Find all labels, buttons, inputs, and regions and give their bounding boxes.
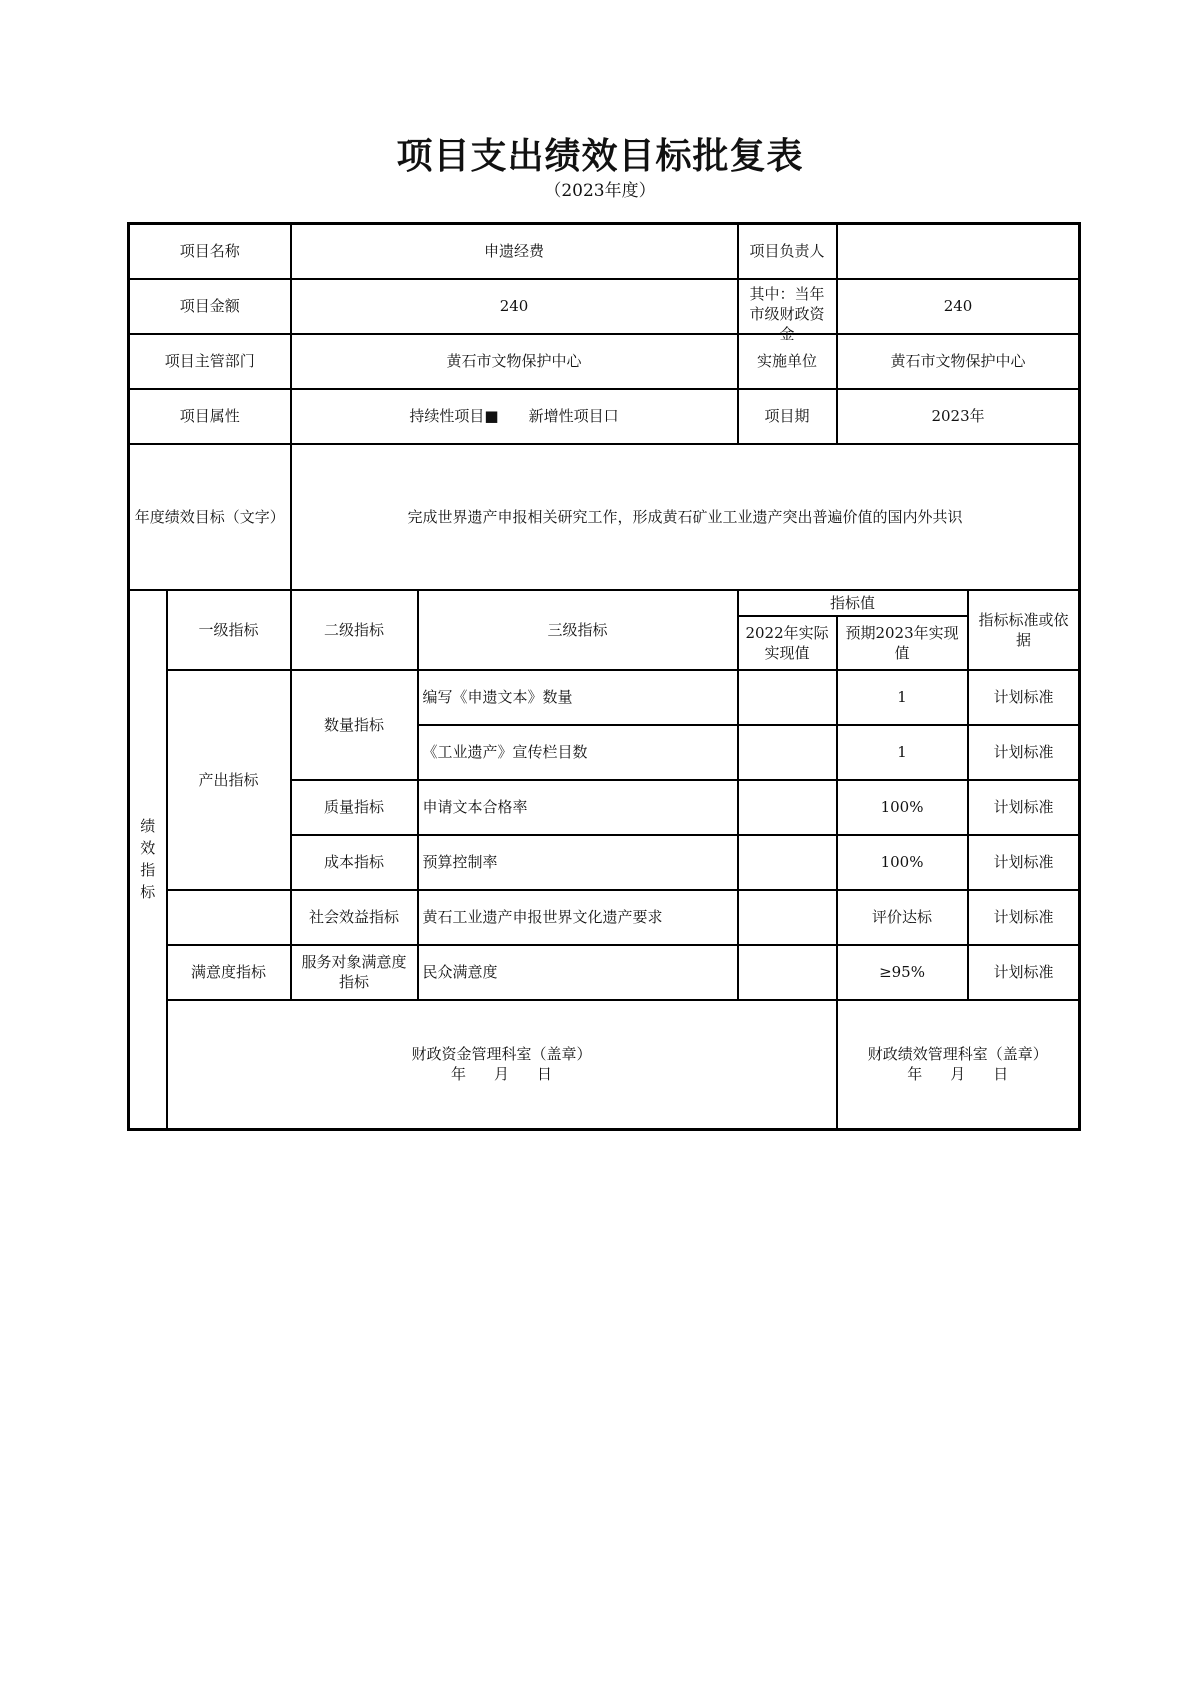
department-label: 项目主管部门 [129,334,291,389]
level3-cell: 预算控制率 [418,835,738,890]
level3-cell: 编写《申遗文本》数量 [418,670,738,725]
attribute-value: 持续性项目■ 新增性项目口 [291,389,738,444]
project-amount-label: 项目金额 [129,279,291,334]
group-benefit [167,890,291,945]
department-value: 黄石市文物保护中心 [291,334,738,389]
row-attribute [129,389,1080,444]
basis-cell: 计划标准 [968,890,1080,945]
actual-cell [738,670,837,725]
date-year: 年 [907,1065,923,1084]
date-day: 日 [993,1065,1009,1084]
period-value: 2023年 [837,389,1080,444]
annual-goal-label: 年度绩效目标（文字） [129,444,291,590]
level2-cell: 社会效益指标 [291,890,418,945]
level2-cell: 服务对象满意度指标 [291,945,418,1000]
row-annual-goal [129,444,1080,590]
signature-right-office: 财政绩效管理科室（盖章） [867,1045,1048,1064]
implementer-label: 实施单位 [738,334,837,389]
basis-cell: 计划标准 [968,670,1080,725]
header-basis: 指标标准或依据 [968,590,1080,670]
header-actual-2022: 2022年实际实现值 [738,616,837,670]
attribute-label: 项目属性 [129,389,291,444]
signature-right-date [842,1064,1075,1084]
project-owner-value [837,224,1080,279]
actual-cell [738,725,837,780]
row-project-amount [129,279,1080,334]
actual-cell [738,780,837,835]
basis-cell: 计划标准 [968,945,1080,1000]
page-title: 项目支出绩效目标批复表 [396,136,804,177]
header-level3: 三级指标 [418,590,738,670]
city-fund-label-text: 其中：当年市级财政资金 [749,285,825,343]
header-level1: 一级指标 [167,590,291,670]
period-label: 项目期 [738,389,837,444]
project-amount-value: 240 [291,279,738,334]
header-level2: 二级指标 [291,590,418,670]
row-department [129,334,1080,389]
section-char: 标 [140,883,156,902]
section-char: 效 [140,839,156,858]
level2-cell: 成本指标 [291,835,418,890]
level2-cell: 质量指标 [291,780,418,835]
expected-cell: ≥95% [837,945,968,1000]
date-month: 月 [950,1065,966,1084]
implementer-value: 黄石市文物保护中心 [837,334,1080,389]
page-subtitle: （2023年度） [544,181,656,201]
header-value-group: 指标值 [738,590,968,616]
expected-cell: 100% [837,780,968,835]
city-fund-label [738,279,837,343]
indicator-header-row-1 [129,590,1080,616]
basis-cell: 计划标准 [968,835,1080,890]
level3-cell: 民众满意度 [418,945,738,1000]
level3-cell: 黄石工业遗产申报世界文化遗产要求 [418,890,738,945]
date-year: 年 [450,1065,466,1084]
actual-cell [738,890,837,945]
group-output: 产出指标 [167,670,291,890]
actual-cell [738,835,837,890]
indicators-section-label [129,590,167,1130]
level3-cell: 申请文本合格率 [418,780,738,835]
row-signatures [129,1000,1080,1130]
project-name-label: 项目名称 [129,224,291,279]
table-row [129,670,1080,725]
signature-left-office: 财政资金管理科室（盖章） [411,1045,592,1064]
expected-cell: 100% [837,835,968,890]
performance-target-table [127,222,1081,1131]
header-expected-2023: 预期2023年实现值 [837,616,968,670]
date-day: 日 [537,1065,553,1084]
basis-cell: 计划标准 [968,725,1080,780]
annual-goal-text: 完成世界遗产申报相关研究工作，形成黄石矿业工业遗产突出普遍价值的国内外共识 [291,444,1080,590]
actual-cell [738,945,837,1000]
city-fund-value: 240 [837,279,1080,334]
expected-cell: 评价达标 [837,890,968,945]
table-row [129,890,1080,945]
section-char: 绩 [140,817,156,836]
signature-left [167,1000,837,1130]
group-satisfaction: 满意度指标 [167,945,291,1000]
date-month: 月 [494,1065,510,1084]
section-char: 指 [140,861,156,880]
signature-left-date [172,1064,832,1084]
basis-cell: 计划标准 [968,780,1080,835]
level2-cell: 数量指标 [291,670,418,780]
level3-cell: 《工业遗产》宣传栏目数 [418,725,738,780]
table-row [129,945,1080,1000]
row-project-name [129,224,1080,279]
project-name-value: 申遗经费 [291,224,738,279]
expected-cell: 1 [837,670,968,725]
expected-cell: 1 [837,725,968,780]
signature-right [837,1000,1080,1130]
project-owner-label: 项目负责人 [738,224,837,279]
